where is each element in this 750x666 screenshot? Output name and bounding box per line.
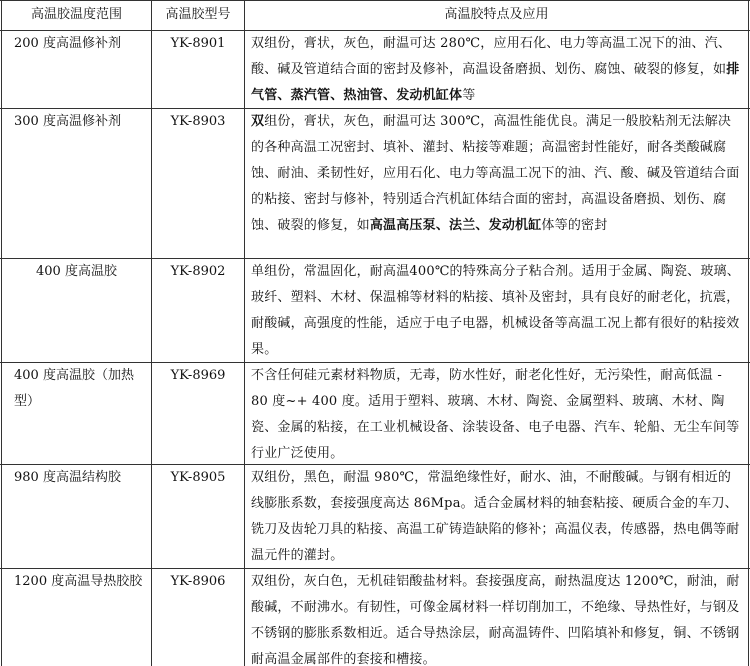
description-tail: 体等的密封 bbox=[541, 218, 608, 233]
row-temp-range: 980 度高温结构胶 bbox=[1, 465, 151, 568]
row-description bbox=[244, 109, 749, 258]
row-model: YK-8905 bbox=[151, 465, 244, 568]
row-model: YK-8901 bbox=[151, 31, 244, 108]
description-bold-text: 高温高压泵、法兰、发动机缸 bbox=[369, 218, 542, 233]
header-temp-range: 高温胶温度范围 bbox=[1, 1, 151, 30]
row-model: YK-8902 bbox=[151, 259, 244, 362]
row-temp-range: 300 度高温修补剂 bbox=[1, 109, 151, 258]
row-description: 双组份，黑色，耐温 980℃，常温绝缘性好，耐水、油，不耐酸碱。与钢有相近的线膨胀系数，套接强度高达 86Mpa。适合金属材料的轴套粘接、硬质合金的车刀、铣刀及齿轮刀具的粘接、高温工矿铸造缺陷的修补；高温仪表，传感器，热电偶等耐温元件的灌封。 bbox=[244, 465, 749, 568]
row-model: YK-8906 bbox=[151, 569, 244, 666]
row-description: 双组份，灰白色，无机硅铝酸盐材料。套接强度高，耐热温度达 1200℃，耐油，耐酸碱，不耐沸水。有韧性，可像金属材料一样切削加工，不绝缘、导热性好，与钢及不锈钢的膨胀系数相近。适合导热涂层，耐高温铸件、凹陷填补和修复，铜、不锈钢耐高温金属部件的套接和槽接。 bbox=[244, 569, 749, 666]
row-temp-range: 1200 度高温导热胶胶 bbox=[1, 569, 151, 666]
header-model: 高温胶型号 bbox=[151, 1, 244, 30]
description-text: 组份，膏状，灰色，耐温可达 300℃，高温性能优良。满足一般胶粘剂无法解决的各种高温工况密封、填补、灌封、粘接等难题；高温密封性能好，耐各类酸碱腐蚀、耐油、柔韧性好，应用石化、电力等高温工况下的油、汽、酸、碱及管道结合面的粘接、密封与修补，特别适合汽机缸体结合面的密封，高温设备磨损、划伤、腐蚀、破裂的修复，如 bbox=[251, 114, 740, 233]
table-row bbox=[0, 30, 750, 108]
table-row bbox=[0, 258, 750, 362]
table-row bbox=[0, 362, 750, 464]
description-bold-lead: 双 bbox=[251, 114, 265, 129]
row-description bbox=[244, 31, 749, 108]
row-temp-range: 400 度高温胶 bbox=[1, 259, 151, 362]
row-temp-range: 200 度高温修补剂 bbox=[1, 31, 151, 108]
row-model: YK-8903 bbox=[151, 109, 244, 258]
table-row bbox=[0, 464, 750, 568]
row-model: YK-8969 bbox=[151, 363, 244, 464]
table-row bbox=[0, 568, 750, 666]
row-description: 单组份，常温固化，耐高温400℃的特殊高分子粘合剂。适用于金属、陶瓷、玻璃、玻纤、塑料、木材、保温棉等材料的粘接、填补及密封，具有良好的耐老化，抗震，耐酸碱，高强度的性能，适应于电子电器，机械设备等高温工况上都有很好的粘接效果。 bbox=[244, 259, 749, 362]
header-features: 高温胶特点及应用 bbox=[244, 1, 749, 30]
description-tail: 等 bbox=[462, 88, 476, 103]
table-header-row bbox=[0, 0, 750, 30]
description-text: 双组份，膏状，灰色，耐温可达 280℃，应用石化、电力等高温工况下的油、汽、酸、碱及管道结合面的密封及修补，高温设备磨损、划伤、腐蚀、破裂的修复，如 bbox=[251, 36, 732, 77]
row-description: 不含任何硅元素材料物质，无毒，防水性好，耐老化性好，无污染性，耐高低温 - 80 度~+ 400 度。适用于塑料、玻璃、木材、陶瓷、金属塑料、玻璃、木材、陶瓷、金属的粘接，在工业机械设备、涂装设备、电子电器、汽车、轮船、无尘车间等行业广泛使用。 bbox=[244, 363, 749, 464]
description-bold-text: 排气管、蒸汽管、热油管、发动机缸体 bbox=[251, 62, 740, 103]
table-row bbox=[0, 108, 750, 258]
row-temp-range: 400 度高温胶（加热型） bbox=[1, 363, 151, 464]
